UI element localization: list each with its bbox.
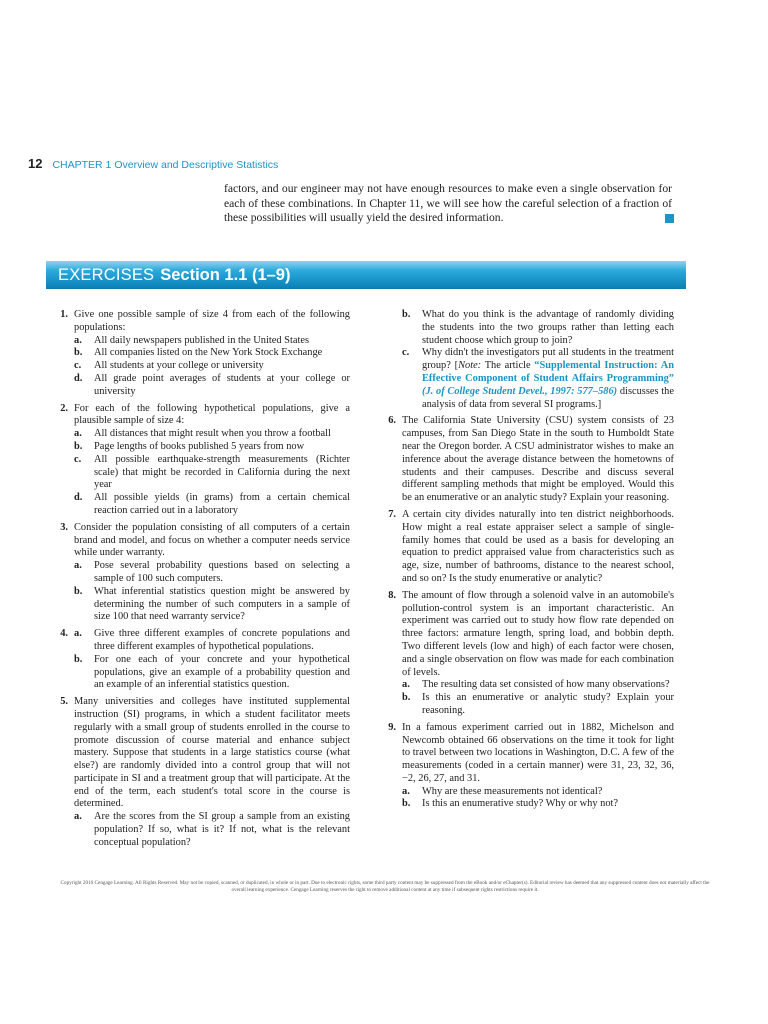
exercise-6 <box>378 415 674 505</box>
exercise-text: Give one possible sample of size 4 from each of the following populations: <box>74 309 350 333</box>
running-header <box>28 156 278 176</box>
subpart-c: c. All students at your college or university <box>74 360 264 372</box>
exercise-number: 8. <box>388 589 396 601</box>
banner-section: Section 1.1 (1–9) <box>160 265 291 284</box>
exercise-number: 1. <box>60 309 68 320</box>
article-title: “Supplemental Instruction: An Effective Component of Student Affairs Programming” <box>422 360 674 384</box>
chapter-title: CHAPTER 1 Overview and Descriptive Statistics <box>52 159 279 171</box>
exercise-3 <box>50 522 350 624</box>
subpart-a: a. Are the scores from the SI group a sample from an existing population? If so, what is it? If not, what is the relevant conceptual population? <box>74 811 350 848</box>
copyright-footer: Copyright 2016 Cengage Learning. All Rights Reserved. May not be copied, scanned, or duplicated, in whole or in part. Due to electronic rights, some third party content may be suppressed from the eBook and/or eChapter(s). Editorial review has deemed that any suppressed content does not materially affect the overall learning experience. Cengage Learning reserves the right to remove additional content at any time if subsequent rights restrictions require it. <box>60 880 710 893</box>
exercise-text: A certain city divides naturally into ten district neighborhoods. How might a real estate appraiser select a sample of single-family homes that could be used as a basis for developing an equation to predict appraised value from characteristics such as age, size, number of bathrooms, distance to the nearest school, and so on? Is the study enumerative or analytic? <box>402 508 674 584</box>
exercise-5 <box>50 696 350 850</box>
subpart-a: a. Give three different examples of concrete populations and three different examples of hypothetical populations. <box>74 628 350 652</box>
banner-label: EXERCISES <box>58 265 155 284</box>
exercise-text: For each of the following hypothetical populations, give a plausible sample of size 4: <box>74 402 350 427</box>
intro-paragraph: factors, and our engineer may not have enough resources to make even a single observation for each of these combinations. In Chapter 11, we will see how the careful selection of a fraction of these possibilities will usually yield the desired information. <box>224 182 672 225</box>
exercise-text: The amount of flow through a solenoid valve in an automobile's pollution-control system is an important characteristic. An experiment was carried out to study how flow rate depended on three factors: armature length, spring load, and bobbin depth. Two different levels (low and high) of each factor were chosen, and a single observation on flow was made for each combination of levels. <box>402 589 674 678</box>
subpart-b: b. What do you think is the advantage of randomly dividing the students into the two groups rather than letting each student choose which group to join? <box>402 309 674 346</box>
end-of-section-marker <box>665 214 674 223</box>
subpart-a: a. All daily newspapers published in the United States <box>74 334 309 346</box>
exercise-2 <box>50 403 350 518</box>
exercise-number: 5. <box>60 696 68 708</box>
subpart-b: b. Is this an enumerative study? Why or why not? <box>402 798 619 810</box>
exercise-number: 2. <box>60 402 68 414</box>
page-number: 12 <box>28 156 43 171</box>
exercise-text: In a famous experiment carried out in 1882, Michelson and Newcomb obtained 66 observations on the time it took for light to travel between two locations in Washington, D.C. A few of the measurements (coded in a certain manner) were 31, 23, 32, 36, −2, 26, 27, and 31. <box>402 721 674 784</box>
subpart-b: b. All companies listed on the New York Stock Exchange <box>74 347 323 359</box>
subpart-d: d. All grade point averages of students at your college or university <box>74 372 350 397</box>
journal-citation: (J. of College Student Devel., 1997: 577–586) <box>422 385 618 397</box>
exercise-text: Many universities and colleges have instituted supplemental instruction (SI) programs, in which a student facilitator meets regularly with a small group of students enrolled in the course to promote discussion of course material and enhance subject mastery. Suppose that students in a large statistics course (what else?) are randomly divided into a control group that will not participate in SI and a treatment group that will participate. At the end of the term, each student's total score in the course is determined. <box>74 696 350 810</box>
exercise-8 <box>378 590 674 718</box>
subpart-b: b. Is this an enumerative or analytic study? Explain your reasoning. <box>402 692 674 716</box>
exercises-right-column <box>378 309 674 815</box>
subpart-c: c. Why didn't the investigators put all students in the treatment group? [Note: The article “Supplemental Instruction: An Effective Component of Student Affairs Programming” (J. of College Student Devel., 1997: 577–586) discusses the analysis of data from several SI programs.] <box>402 347 674 410</box>
subpart-a: a. Pose several probability questions based on selecting a sample of 100 such computers. <box>74 560 350 584</box>
exercise-5-continued <box>378 309 674 411</box>
exercises-left-column <box>50 309 350 854</box>
subpart-b: b. For one each of your concrete and your hypothetical populations, give an example of a probability question and an example of an inferential statistics question. <box>74 653 350 691</box>
exercise-text: Consider the population consisting of all computers of a certain brand and model, and focus on whether a computer needs service while under warranty. <box>74 521 350 559</box>
subpart-d: d. All possible yields (in grams) from a certain chemical reaction carried out in a laboratory <box>74 492 350 516</box>
exercise-number: 3. <box>60 521 68 533</box>
exercise-7 <box>378 509 674 586</box>
exercise-4 <box>50 628 350 692</box>
exercise-number: 4. <box>60 628 68 640</box>
exercise-number: 6. <box>388 415 396 427</box>
exercises-banner <box>46 261 686 289</box>
intro-block <box>224 182 672 226</box>
subpart-a: a. Why are these measurements not identical? <box>402 785 603 797</box>
subpart-a: a. All distances that might result when you throw a football <box>74 428 331 440</box>
subpart-b: b. Page lengths of books published 5 years from now <box>74 440 305 452</box>
subpart-a: a. The resulting data set consisted of how many observations? <box>402 679 670 691</box>
subpart-c: c. All possible earthquake-strength measurements (Richter scale) that might be recorded in California during the next year <box>74 453 350 491</box>
exercise-number: 7. <box>388 508 396 520</box>
subpart-b: b. What inferential statistics question might be answered by determining the number of such computers in a sample of size 100 that need warranty service? <box>74 585 350 623</box>
exercise-1 <box>50 309 350 399</box>
exercise-text: The California State University (CSU) system consists of 23 campuses, from San Diego State in the south to Humboldt State near the Oregon border. A CSU administrator wishes to make an inference about the average distance between the hometowns of students and their campuses. Describe and discuss several different sampling methods that might be employed. Would this be an enumerative or an analytic study? Explain your reasoning. <box>402 415 674 504</box>
exercise-number: 9. <box>388 721 396 733</box>
exercise-9 <box>378 722 674 812</box>
